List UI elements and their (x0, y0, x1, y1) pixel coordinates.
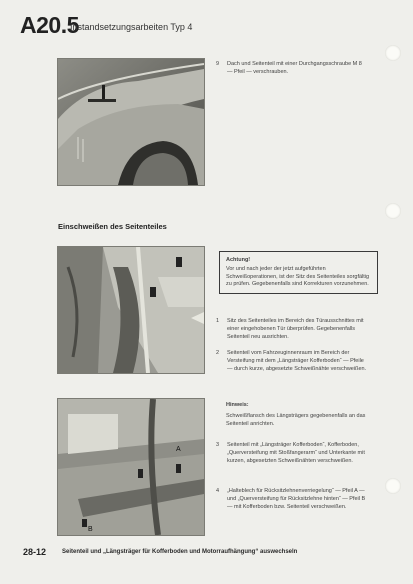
note-box (226, 402, 366, 428)
step-9 (216, 61, 368, 77)
svg-text:B: B (88, 526, 93, 533)
binder-hole-bottom (385, 478, 401, 494)
warning-text: Vor und nach jeder der jetzt aufgeführten Schweißoperationen, ist der Sitz des Seitenteiles sorgfältig zu prüfen. Gegebenenfalls sind Korrekturen vorzunehmen. (226, 265, 370, 288)
binder-hole-middle (385, 203, 401, 219)
photo-roof-side-panel (57, 58, 205, 186)
page-number: 28-12 (23, 547, 47, 557)
step-2 (216, 350, 368, 373)
step-number: 3 (216, 442, 220, 448)
footer-title: Seitenteil und „Längsträger für Kofferboden und Motorraufhängung“ auswechseln (62, 549, 298, 555)
section-code: A20.5 (20, 12, 79, 38)
photo-door-frame (57, 246, 205, 374)
step-number: 9 (216, 61, 220, 67)
step-number: 4 (216, 488, 220, 494)
section-heading: Instandsetzungsarbeiten Typ 4 (70, 22, 193, 32)
step-3 (216, 442, 368, 465)
step-number: 1 (216, 318, 220, 324)
binder-hole-top (385, 45, 401, 61)
note-title: Hinweis: (226, 402, 249, 408)
warning-title: Achtung! (226, 257, 251, 263)
step-text: Seitenteil mit „Längsträger Kofferboden“, Kofferboden, „Querversteifung mit Stoßfangerarm“ und Unterkante mit kurzen, abgesetzten Schweißnähten verschweißen. (227, 442, 365, 464)
step-text: Sitz des Seitenteiles im Bereich des Türausschnittes mit einer eingehobenen Tür überprüfen. Gegebenenfalls Seitenteil neu ausrichten. (227, 318, 364, 340)
step-text: Dach und Seitenteil mit einer Durchgangsschraube M 8 — Pfeil — verschrauben. (227, 61, 362, 75)
note-text: Schweißflansch des Längsträgers gegebenenfalls an das Seitenteil anrichten. (226, 412, 366, 427)
step-1 (216, 318, 368, 341)
step-4 (216, 488, 368, 511)
photo-trunk-floor (57, 398, 205, 536)
svg-text:A: A (176, 446, 181, 453)
step-text: Seitenteil vom Fahrzeuginnenraum im Bereich der Versteifung mit dem „Längsträger Kofferboden“ — Pfeile — durch kurze, abgesetzte Schweißnähte verschweißen. (227, 350, 367, 372)
step-text: „Halteblech für Rücksitzlehnenverriegelung“ — Pfeil A — und „Querversteifung für Rücksitzlehne hinten“ — Pfeil B — mit Kofferboden bzw. Seitenteil verschweißen. (227, 488, 366, 510)
warning-box (219, 251, 378, 294)
step-number: 2 (216, 350, 220, 356)
section-title: Einschweißen des Seitenteiles (58, 222, 167, 231)
